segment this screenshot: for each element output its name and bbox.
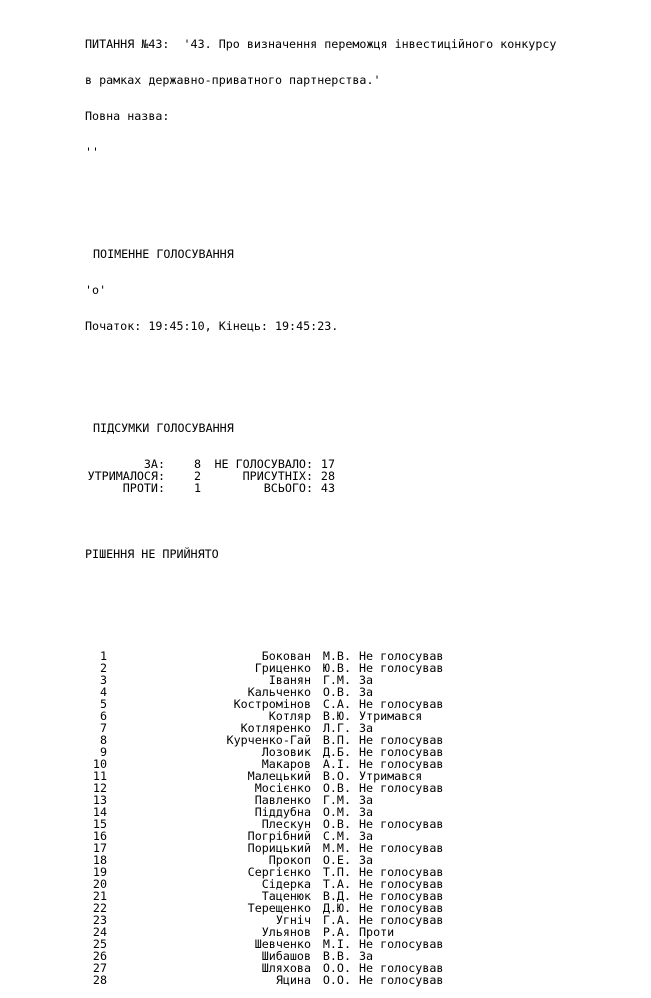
- vote-result: Утримався: [359, 769, 423, 783]
- vote-result: Утримався: [359, 709, 423, 723]
- vote-result: Не голосував: [359, 889, 444, 903]
- vote-row: [85, 902, 556, 914]
- vote-number: 14: [92, 805, 107, 819]
- deputy-surname: Порицький: [247, 841, 311, 855]
- deputy-initials: О.В.: [322, 817, 351, 831]
- vote-number: 25: [92, 937, 107, 951]
- deputy-surname: Шляхова: [261, 961, 311, 975]
- vote-number: 2: [99, 661, 107, 675]
- vote-row: [85, 674, 556, 686]
- deputy-initials: Т.П.: [322, 865, 351, 879]
- deputy-initials: О.В.: [322, 685, 351, 699]
- deputy-surname: Іванян: [268, 673, 311, 687]
- vote-result: За: [359, 793, 374, 807]
- voting-report: [85, 14, 556, 998]
- vote-number: 12: [92, 781, 107, 795]
- deputy-surname: Бокован: [261, 649, 311, 663]
- vote-number: 3: [99, 673, 107, 687]
- vote-result: За: [359, 829, 374, 843]
- question-line-1: ПИТАННЯ №43: '43. Про визначення переможця інвестиційного конкурсу: [85, 37, 557, 51]
- vote-row: [85, 662, 556, 674]
- summary-value: 1: [193, 481, 201, 495]
- decision-text: РІШЕННЯ НЕ ПРИЙНЯТО: [85, 547, 219, 561]
- deputy-initials: С.А.: [322, 697, 351, 711]
- deputy-initials: О.В.: [322, 781, 351, 795]
- vote-number: 8: [99, 733, 107, 747]
- full-name-value: '': [85, 145, 100, 159]
- summary-row: [85, 482, 556, 494]
- deputy-surname: Гриценко: [254, 661, 311, 675]
- full-name-label: Повна назва:: [85, 109, 170, 123]
- vote-result: За: [359, 721, 374, 735]
- vote-number: 17: [92, 841, 107, 855]
- vote-number: 22: [92, 901, 107, 915]
- vote-row: [85, 914, 556, 926]
- vote-row: [85, 866, 556, 878]
- deputy-initials: О.Е.: [322, 853, 351, 867]
- deputy-surname: Кальченко: [247, 685, 311, 699]
- vote-row: [85, 746, 556, 758]
- deputy-initials: Г.М.: [322, 793, 351, 807]
- vote-row: [85, 722, 556, 734]
- vote-result: За: [359, 685, 374, 699]
- vote-result: Не голосував: [359, 649, 444, 663]
- deputy-surname: Сідерка: [261, 877, 311, 891]
- deputy-initials: Л.Г.: [322, 721, 351, 735]
- vote-row: [85, 890, 556, 902]
- deputy-initials: Д.Ю.: [322, 901, 351, 915]
- vote-result: Не голосував: [359, 877, 444, 891]
- deputy-surname: Прокоп: [268, 853, 311, 867]
- summary-value: 28: [320, 469, 335, 483]
- vote-result: Не голосував: [359, 841, 444, 855]
- deputy-initials: Ю.В.: [322, 661, 351, 675]
- vote-result: Не голосував: [359, 961, 444, 975]
- deputy-initials: М.І.: [322, 937, 351, 951]
- vote-result: Не голосував: [359, 661, 444, 675]
- deputy-surname: Мосієнко: [254, 781, 311, 795]
- vote-number: 6: [99, 709, 107, 723]
- deputy-initials: В.О.: [322, 769, 351, 783]
- vote-row: [85, 806, 556, 818]
- deputy-initials: Г.А.: [322, 913, 351, 927]
- summary-value: 43: [320, 481, 335, 495]
- deputy-surname: Малецький: [247, 769, 311, 783]
- deputy-surname: Котляр: [268, 709, 311, 723]
- summary-label: ВСЬОГО:: [263, 481, 313, 495]
- vote-number: 7: [99, 721, 107, 735]
- vote-row: [85, 854, 556, 866]
- vote-number: 5: [99, 697, 107, 711]
- summary-label: УТРИМАЛОСЯ:: [87, 469, 165, 483]
- deputy-surname: Костромінов: [233, 697, 311, 711]
- vote-row: [85, 782, 556, 794]
- deputy-surname: Плескун: [261, 817, 311, 831]
- voting-time: Початок: 19:45:10, Кінець: 19:45:23.: [85, 319, 339, 333]
- deputy-initials: Т.А.: [322, 877, 351, 891]
- vote-result: За: [359, 853, 374, 867]
- vote-result: За: [359, 949, 374, 963]
- vote-row: [85, 686, 556, 698]
- vote-number: 10: [92, 757, 107, 771]
- deputy-surname: Терещенко: [247, 901, 311, 915]
- deputy-surname: Таценюк: [261, 889, 311, 903]
- summary-label: НЕ ГОЛОСУВАЛО:: [214, 457, 313, 471]
- deputy-initials: А.І.: [322, 757, 351, 771]
- vote-number: 1: [99, 649, 107, 663]
- deputy-initials: В.Д.: [322, 889, 351, 903]
- vote-row: [85, 962, 556, 974]
- summary-value: 17: [320, 457, 335, 471]
- deputy-initials: Д.Б.: [322, 745, 351, 759]
- deputy-initials: О.М.: [322, 805, 351, 819]
- deputy-surname: Ульянов: [261, 925, 311, 939]
- vote-number: 23: [92, 913, 107, 927]
- vote-row: [85, 950, 556, 962]
- vote-result: Не голосував: [359, 733, 444, 747]
- vote-row: [85, 698, 556, 710]
- vote-row: [85, 974, 556, 986]
- vote-row: [85, 710, 556, 722]
- vote-number: 11: [92, 769, 107, 783]
- vote-row: [85, 794, 556, 806]
- vote-row: [85, 758, 556, 770]
- vote-result: За: [359, 673, 374, 687]
- vote-result: Не голосував: [359, 865, 444, 879]
- vote-number: 18: [92, 853, 107, 867]
- vote-result: Не голосував: [359, 781, 444, 795]
- deputy-initials: М.В.: [322, 649, 351, 663]
- vote-row: [85, 770, 556, 782]
- vote-number: 16: [92, 829, 107, 843]
- deputy-initials: В.Ю.: [322, 709, 351, 723]
- vote-result: Не голосував: [359, 913, 444, 927]
- vote-number: 15: [92, 817, 107, 831]
- deputy-initials: В.В.: [322, 949, 351, 963]
- vote-row: [85, 842, 556, 854]
- vote-row: [85, 734, 556, 746]
- deputy-initials: М.М.: [322, 841, 351, 855]
- vote-result: Не голосував: [359, 817, 444, 831]
- deputy-surname: Яцина: [275, 973, 311, 987]
- vote-result: За: [359, 805, 374, 819]
- deputy-surname: Курченко-Гай: [226, 733, 311, 747]
- vote-result: Не голосував: [359, 757, 444, 771]
- summary-title: ПІДСУМКИ ГОЛОСУВАННЯ: [93, 421, 234, 435]
- vote-result: Не голосував: [359, 697, 444, 711]
- vote-number: 24: [92, 925, 107, 939]
- vote-number: 28: [92, 973, 107, 987]
- vote-number: 27: [92, 961, 107, 975]
- deputy-surname: Лозовик: [261, 745, 311, 759]
- vote-result: Не голосував: [359, 937, 444, 951]
- deputy-initials: Р.А.: [322, 925, 351, 939]
- vote-number: 19: [92, 865, 107, 879]
- deputy-initials: Г.М.: [322, 673, 351, 687]
- deputy-surname: Сергієнко: [247, 865, 311, 879]
- vote-result: Не голосував: [359, 745, 444, 759]
- summary-label: ПРИСУТНІХ:: [242, 469, 313, 483]
- deputy-surname: Шибашов: [261, 949, 311, 963]
- deputy-initials: О.О.: [322, 961, 351, 975]
- vote-result: Не голосував: [359, 973, 444, 987]
- summary-label: ЗА:: [143, 457, 165, 471]
- vote-row: [85, 926, 556, 938]
- vote-number: 21: [92, 889, 107, 903]
- vote-number: 26: [92, 949, 107, 963]
- vote-row: [85, 830, 556, 842]
- vote-row: [85, 878, 556, 890]
- deputy-surname: Павленко: [254, 793, 311, 807]
- voting-mode: 'о': [85, 283, 107, 297]
- vote-result: Проти: [359, 925, 395, 939]
- deputy-initials: В.П.: [322, 733, 351, 747]
- votes-table: [85, 650, 556, 986]
- summary-value: 2: [193, 469, 201, 483]
- deputy-initials: С.М.: [322, 829, 351, 843]
- vote-number: 20: [92, 877, 107, 891]
- deputy-surname: Погрібний: [247, 829, 311, 843]
- deputy-surname: Шевченко: [254, 937, 311, 951]
- vote-number: 9: [99, 745, 107, 759]
- summary-value: 8: [193, 457, 201, 471]
- vote-number: 4: [99, 685, 107, 699]
- vote-number: 13: [92, 793, 107, 807]
- deputy-surname: Котляренко: [240, 721, 311, 735]
- summary-table: [85, 458, 556, 494]
- vote-row: [85, 650, 556, 662]
- vote-row: [85, 938, 556, 950]
- voting-title: ПОІМЕННЕ ГОЛОСУВАННЯ: [93, 247, 234, 261]
- question-line-2: в рамках державно-приватного партнерства.': [85, 73, 381, 87]
- vote-row: [85, 818, 556, 830]
- deputy-surname: Угніч: [275, 913, 311, 927]
- vote-result: Не голосував: [359, 901, 444, 915]
- deputy-surname: Піддубна: [254, 805, 311, 819]
- deputy-initials: О.О.: [322, 973, 351, 987]
- deputy-surname: Макаров: [261, 757, 311, 771]
- summary-label: ПРОТИ:: [122, 481, 165, 495]
